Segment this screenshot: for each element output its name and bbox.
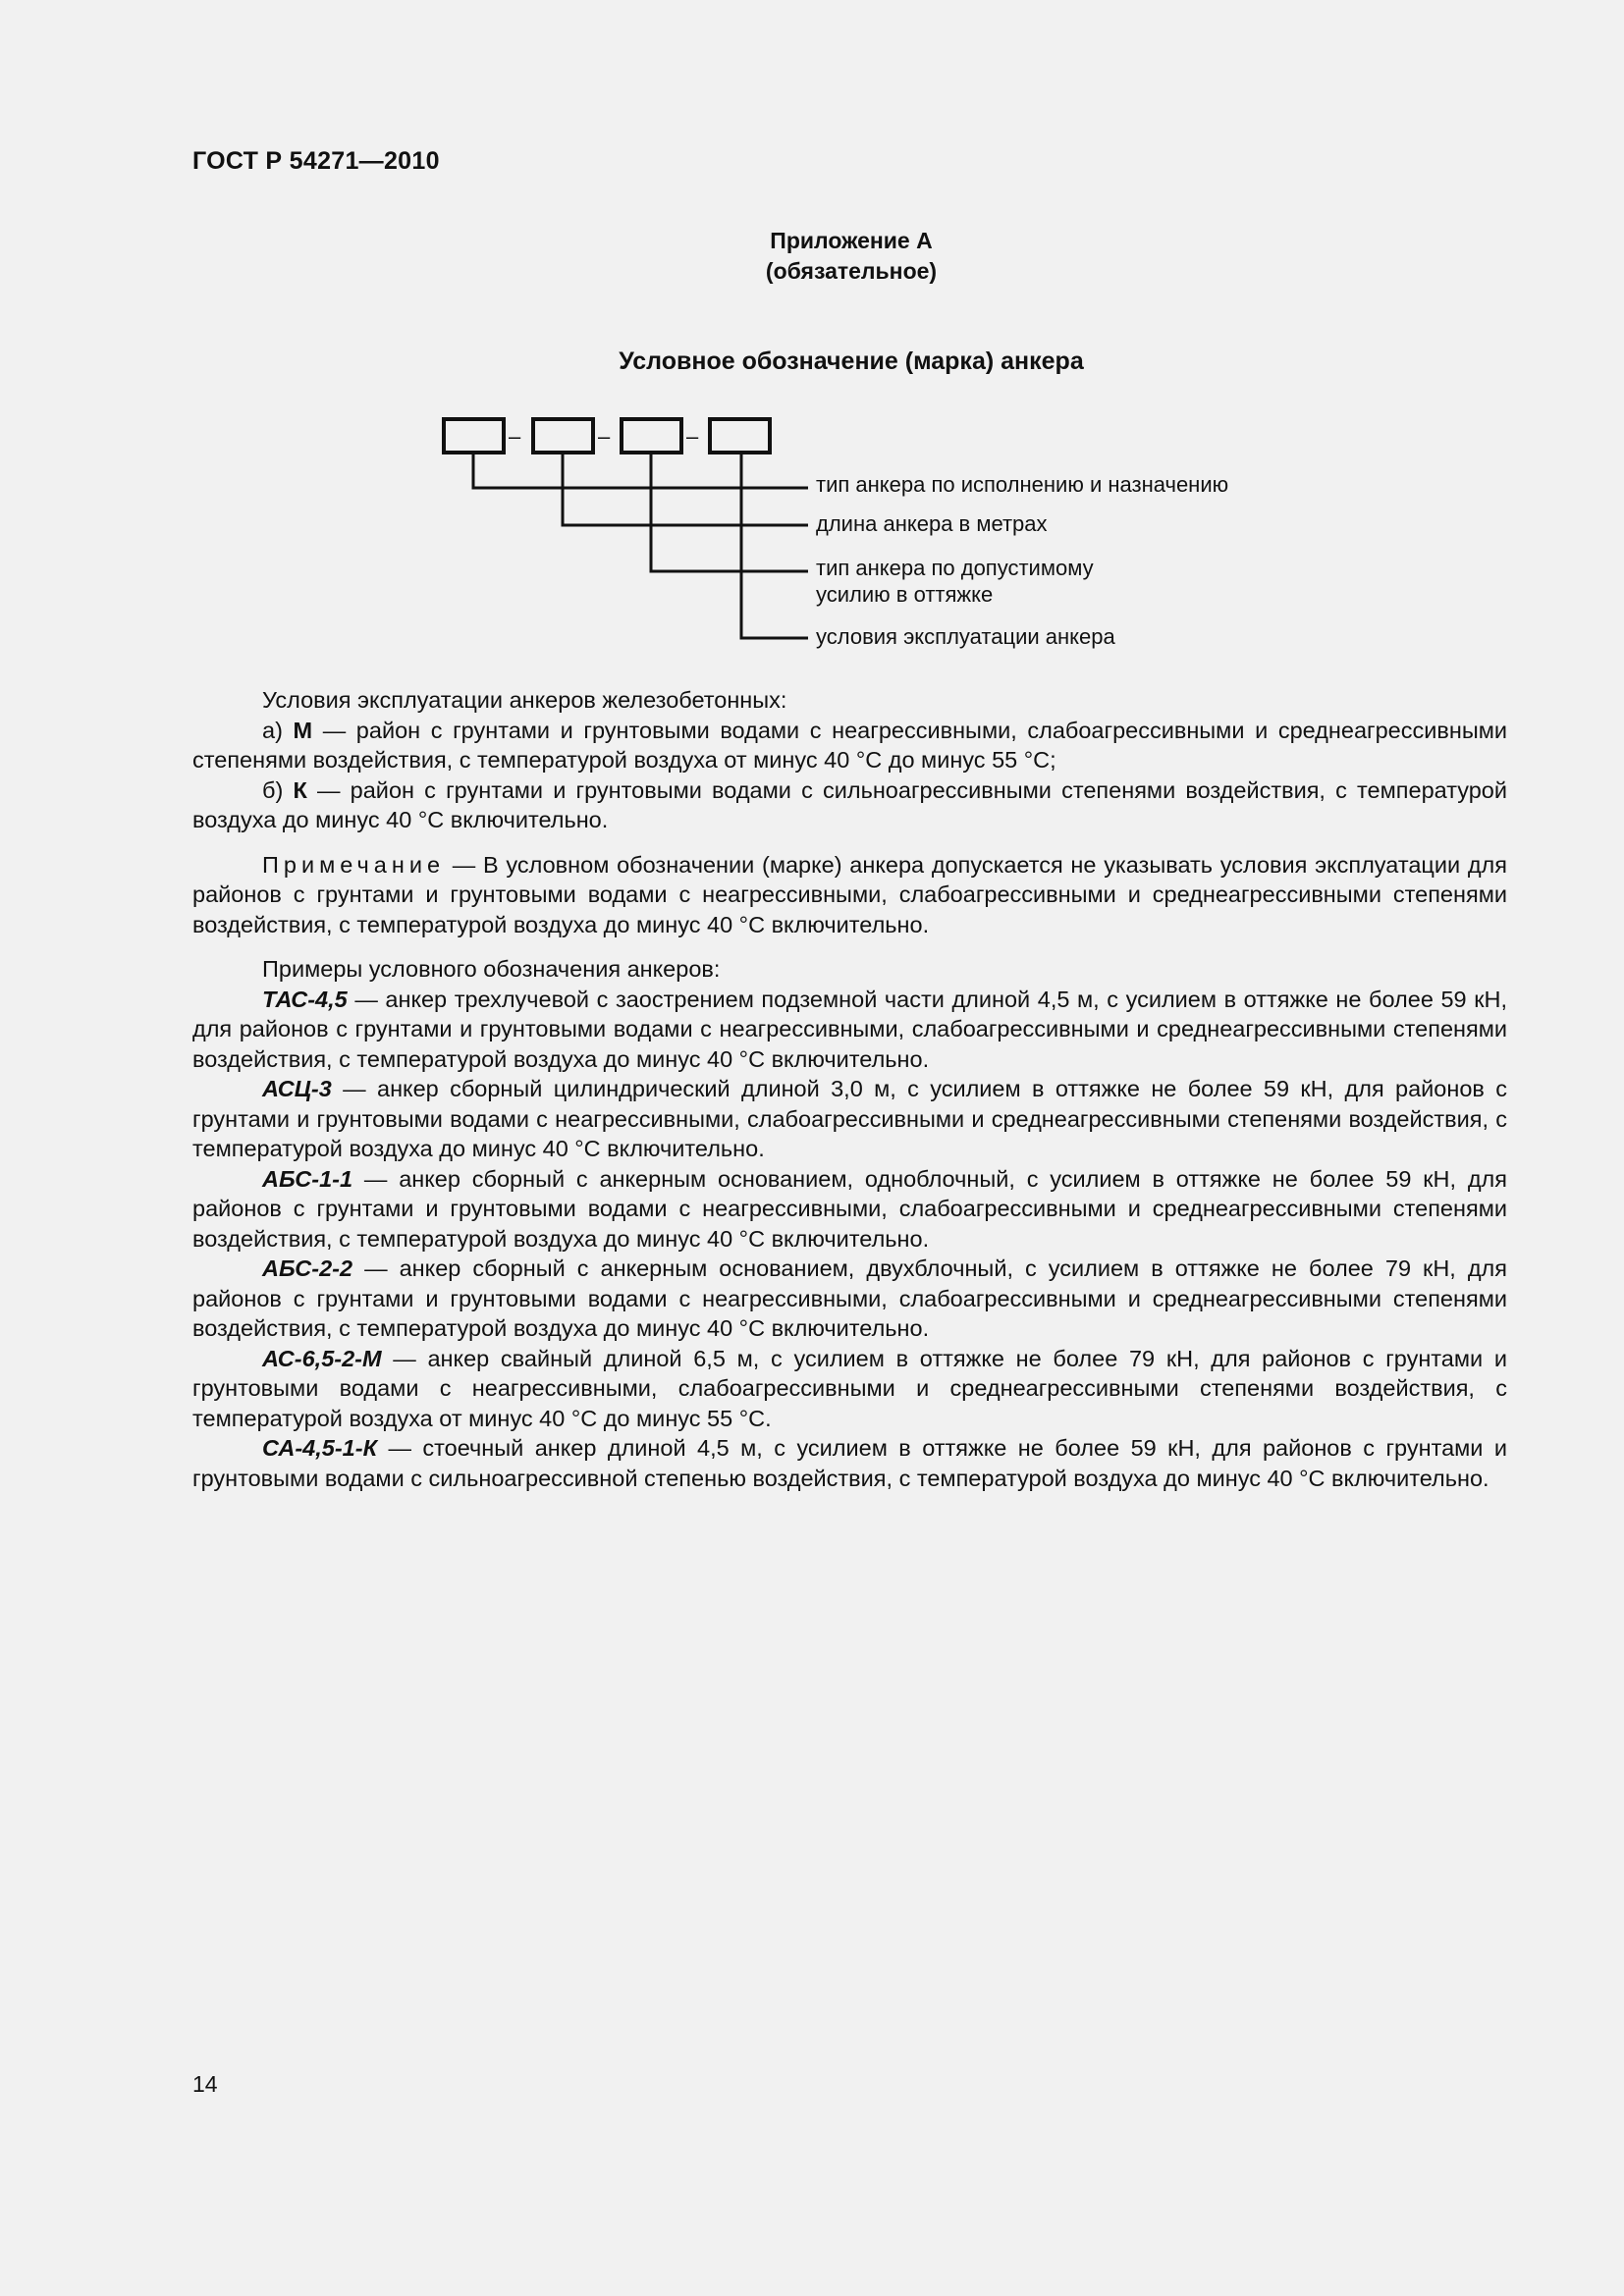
diagram-label-length: длина анкера в метрах <box>816 511 1048 536</box>
designation-box-4 <box>710 419 770 453</box>
diagram-label-force-cont: усилию в оттяжке <box>816 582 994 607</box>
box-separator-dash: – <box>598 424 611 449</box>
leader-line-1 <box>473 453 808 488</box>
note-label: Примечание <box>262 851 446 878</box>
anchor-designation-diagram <box>0 0 1624 687</box>
diagram-label-conditions: условия эксплуатации анкера <box>816 624 1115 649</box>
example-mark: АБС-1-1 <box>262 1165 353 1192</box>
note-paragraph: Примечание — В условном обозначении (марке) анкера допускается не указывать условия эксплуатации для районов с грунтами и грунтовыми водами с неагрессивными, слабоагрессивными и среднеагрессивными степенями воздействия, с температурой воздуха до минус 40 °С включительно. <box>192 851 1507 937</box>
designation-box-1 <box>444 419 504 453</box>
example-mark: ТАС-4,5 <box>262 986 348 1012</box>
designation-box-2 <box>533 419 593 453</box>
example-item: АС-6,5-2-М — анкер свайный длиной 6,5 м, с усилием в оттяжке не более 79 кН, для районов с грунтами и грунтовыми водами с неагрессивными, слабоагрессивными и среднеагрессивными степенями воздействия, с температурой воздуха от минус 40 °С до минус 55 °С. <box>192 1345 1507 1431</box>
diagram-label-force: тип анкера по допустимому <box>816 556 1094 580</box>
page-number: 14 <box>192 2071 218 2097</box>
example-mark: АС-6,5-2-М <box>262 1345 382 1371</box>
example-item: АБС-2-2 — анкер сборный с анкерным основанием, двухблочный, с усилием в оттяжке не более 79 кН, для районов с грунтами и грунтовыми водами с неагрессивными, слабоагрессивными и среднеагрессивными степенями воздействия, с температурой воздуха до минус 40 °С включительно. <box>192 1255 1507 1341</box>
condition-m: а) М — район с грунтами и грунтовыми водами с неагрессивными, слабоагрессивными и среднеагрессивными степенями воздействия, с температурой воздуха от минус 40 °С до минус 55 °С; <box>192 717 1507 773</box>
examples-intro: Примеры условного обозначения анкеров: <box>262 956 721 982</box>
designation-box-3 <box>622 419 681 453</box>
condition-mark: К <box>293 776 307 803</box>
conditions-heading: Условия эксплуатации анкеров железобетонных: <box>262 687 787 713</box>
example-mark: АСЦ-3 <box>262 1076 332 1101</box>
box-separator-dash: – <box>686 424 699 449</box>
example-item: АБС-1-1 — анкер сборный с анкерным основанием, одноблочный, с усилием в оттяжке не более 59 кН, для районов с грунтами и грунтовыми водами с неагрессивными, слабоагрессивными и среднеагрессивными степенями воздействия, с температурой воздуха до минус 40 °С включительно. <box>192 1165 1507 1252</box>
document-body <box>192 685 1507 1493</box>
example-mark: АБС-2-2 <box>262 1255 353 1281</box>
leader-line-3 <box>651 453 808 571</box>
example-item: АСЦ-3 — анкер сборный цилиндрический длиной 3,0 м, с усилием в оттяжке не более 59 кН, для районов с грунтами и грунтовыми водами с неагрессивными, слабоагрессивными и среднеагрессивными степенями воздействия, с температурой воздуха до минус 40 °С включительно. <box>192 1076 1507 1161</box>
example-item: ТАС-4,5 — анкер трехлучевой с заострением подземной части длиной 4,5 м, с усилием в оттяжке не более 59 кН, для районов с грунтами и грунтовыми водами с неагрессивными, слабоагрессивными и среднеагрессивными степенями воздействия, с температурой воздуха до минус 40 °С включительно. <box>192 986 1507 1072</box>
document-code: ГОСТ Р 54271—2010 <box>192 147 440 175</box>
appendix-status: (обязательное) <box>765 258 938 284</box>
box-separator-dash: – <box>509 424 521 449</box>
example-item: СА-4,5-1-К — стоечный анкер длиной 4,5 м, с усилием в оттяжке не более 59 кН, для районов с грунтами и грунтовыми водами с сильноагрессивной степенью воздействия, с температурой воздуха до минус 40 °С включительно. <box>192 1435 1507 1491</box>
example-mark: СА-4,5-1-К <box>262 1435 378 1461</box>
section-title: Условное обозначение (марка) анкера <box>619 347 1084 375</box>
condition-k: б) К — район с грунтами и грунтовыми водами с сильноагрессивными степенями воздействия, с температурой воздуха до минус 40 °С включительно. <box>192 776 1507 832</box>
diagram-label-type: тип анкера по исполнению и назначению <box>816 472 1229 497</box>
condition-mark: М <box>293 717 313 743</box>
leader-line-4 <box>741 453 808 638</box>
appendix-title: Приложение А <box>770 228 933 253</box>
